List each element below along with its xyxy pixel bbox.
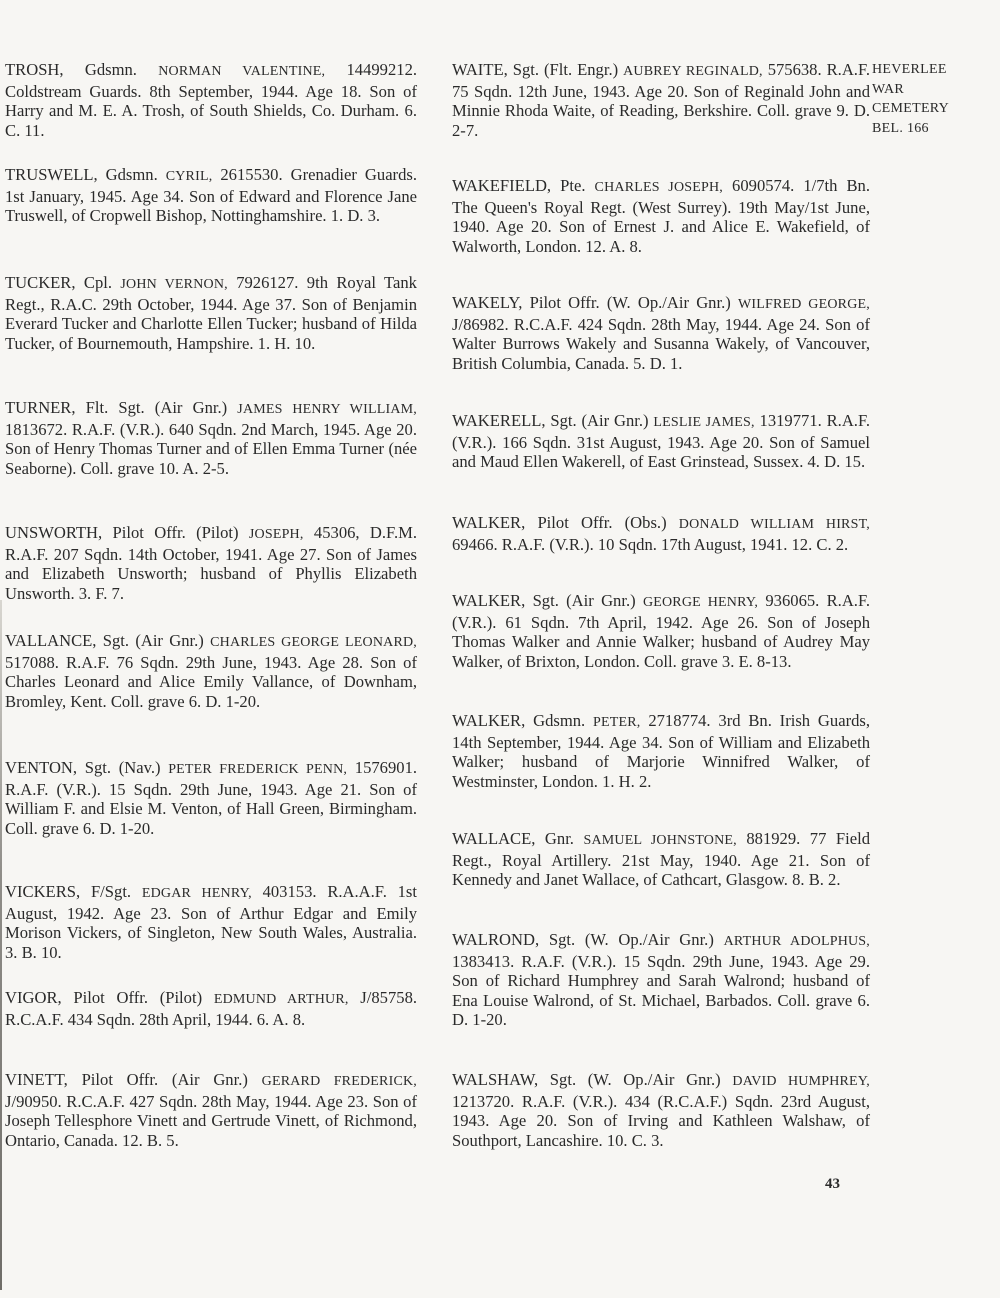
register-entry — [5, 398, 417, 478]
entry-rank: Sgt. (Air Gnr.) — [96, 631, 211, 650]
entry-forenames: PETER, — [593, 715, 641, 730]
entry-surname: WALLACE, — [452, 829, 536, 848]
entry-surname: TUCKER, — [5, 273, 76, 292]
entry-details: 45306, D.F.M. R.A.F. 207 Sqdn. 14th October, 1941. Age 27. Son of James and Elizabeth Unsworth; husband of Phyllis Elizabeth Unsworth. 3. F. 7. — [5, 523, 418, 603]
register-entry — [452, 411, 870, 472]
entry-surname: TRUSWELL, — [5, 165, 98, 184]
entry-rank: Gdsmn. — [525, 711, 594, 730]
page-number: 43 — [825, 1176, 840, 1192]
entry-forenames: CHARLES GEORGE LEONARD, — [210, 635, 417, 650]
entry-surname: WALSHAW, — [452, 1070, 539, 1089]
register-entry — [5, 758, 417, 838]
entry-surname: WAKEFIELD, — [452, 176, 552, 195]
register-entry — [5, 523, 417, 603]
entry-surname: VICKERS, — [5, 882, 81, 901]
entry-rank: Sgt. (Flt. Engr.) — [507, 60, 624, 79]
entry-surname: WALKER, — [452, 513, 526, 532]
register-entry — [5, 273, 417, 353]
entry-details: 7926127. 9th Royal Tank Regt., R.A.C. 29th October, 1944. Age 37. Son of Benjamin Everard Tucker and Charlotte Ellen Tucker; husband of Hilda Tucker, of Bournemouth, Hampshire. 1. H. 10. — [5, 273, 417, 353]
entry-forenames: CYRIL, — [165, 169, 213, 184]
entry-forenames: AUBREY REGINALD, — [623, 64, 763, 79]
cemetery-note-line: CEMETERY — [872, 101, 950, 117]
entry-rank: Sgt. (W. Op./Air Gnr.) — [538, 1070, 733, 1089]
entry-details: 1319771. R.A.F. (V.R.). 166 Sqdn. 31st August, 1943. Age 20. Son of Samuel and Maud Ellen Wakerell, of East Grinstead, Sussex. 4. D. 15. — [452, 411, 870, 472]
entry-rank: Pilot Offr. (Air Gnr.) — [67, 1070, 262, 1089]
entry-details: 1576901. R.A.F. (V.R.). 15 Sqdn. 29th June, 1943. Age 21. Son of William F. and Elsie M. Venton, of Hall Green, Birmingham. Coll. grave 6. D. 1-20. — [5, 758, 418, 838]
entry-details: 2615530. Grenadier Guards. 1st January, 1945. Age 34. Son of Edward and Florence Jane Truswell, of Cropwell Bishop, Nottinghamshire. 1. D. 3. — [5, 165, 417, 226]
entry-surname: UNSWORTH, — [5, 523, 103, 542]
entry-surname: WAKERELL, — [452, 411, 546, 430]
entry-surname: WALROND, — [452, 930, 540, 949]
entry-surname: WALKER, — [452, 591, 526, 610]
register-entry — [5, 988, 417, 1029]
entry-details: 69466. R.A.F. (V.R.). 10 Sqdn. 17th August, 1941. 12. C. 2. — [452, 534, 849, 554]
entry-details: 14499212. Coldstream Guards. 8th September, 1944. Age 18. Son of Harry and M. E. A. Trosh, of South Shields, Co. Durham. 6. C. 11. — [5, 60, 418, 140]
register-entry — [452, 60, 870, 140]
entry-details: J/90950. R.C.A.F. 427 Sqdn. 28th May, 1944. Age 23. Son of Joseph Tellesphore Vinett and Gertrude Vinett, of Richmond, Ontario, Canada. 12. B. 5. — [5, 1091, 417, 1150]
entry-forenames: DAVID HUMPHREY, — [732, 1074, 871, 1089]
entry-rank: Gdsmn. — [97, 165, 166, 184]
entry-details: 403153. R.A.A.F. 1st August, 1942. Age 23. Son of Arthur Edgar and Emily Morison Vickers, of Singleton, New South Wales, Australia. 3. B. 10. — [5, 882, 418, 962]
entry-rank: Pilot Offr. (Pilot) — [61, 988, 214, 1007]
entry-surname: VIGOR, — [5, 988, 62, 1007]
register-entry — [5, 165, 417, 226]
register-entry — [452, 293, 870, 373]
entry-forenames: DONALD WILLIAM HIRST, — [678, 517, 870, 532]
entry-rank: Gdsmn. — [63, 60, 159, 79]
page-spine-shadow — [0, 600, 2, 1290]
entry-rank: Pte. — [551, 176, 595, 195]
entry-details: 881929. 77 Field Regt., Royal Artillery. 21st May, 1940. Age 21. Son of Kennedy and Janet Wallace, of Cathcart, Glasgow. 8. B. 2. — [452, 829, 870, 890]
cemetery-note-line: BEL. 166 — [872, 120, 929, 136]
entry-forenames: JOHN VERNON, — [120, 277, 228, 292]
entry-surname: WAKELY, — [452, 293, 523, 312]
entry-details: 2718774. 3rd Bn. Irish Guards, 14th September, 1944. Age 34. Son of William and Elizabeth Walker; husband of Marjorie Winnifred Walker, of Westminster, London. 1. H. 2. — [452, 711, 871, 791]
register-entry — [452, 1070, 870, 1150]
cemetery-side-note — [872, 60, 998, 138]
entry-rank: Pilot Offr. (Obs.) — [525, 513, 679, 532]
entry-surname: VALLANCE, — [5, 631, 97, 650]
register-entry — [5, 60, 417, 140]
register-entry — [452, 591, 870, 671]
entry-surname: WALKER, — [452, 711, 526, 730]
register-entry — [5, 1070, 417, 1150]
entry-forenames: EDGAR HENRY, — [141, 886, 252, 901]
entry-rank: Sgt. (Air Gnr.) — [545, 411, 654, 430]
entry-rank: Cpl. — [75, 273, 121, 292]
entry-forenames: ARTHUR ADOLPHUS, — [723, 934, 870, 949]
entry-rank: Pilot Offr. (W. Op./Air Gnr.) — [522, 293, 738, 312]
entry-rank: Sgt. (W. Op./Air Gnr.) — [539, 930, 724, 949]
entry-surname: VENTON, — [5, 758, 78, 777]
register-entry — [5, 882, 417, 962]
entry-forenames: GEORGE HENRY, — [642, 595, 759, 610]
entry-rank: Sgt. (Air Gnr.) — [525, 591, 643, 610]
register-entry — [452, 930, 870, 1030]
entry-rank: Pilot Offr. (Pilot) — [102, 523, 249, 542]
entry-details: 575638. R.A.F. 75 Sqdn. 12th June, 1943. Age 20. Son of Reginald John and Minnie Rhoda Waite, of Reading, Berkshire. Coll. grave 9. D. 2-7. — [452, 60, 870, 140]
entry-forenames: LESLIE JAMES, — [653, 415, 755, 430]
register-entry — [5, 631, 417, 711]
entry-forenames: SAMUEL JOHNSTONE, — [583, 833, 737, 848]
entry-forenames: NORMAN VALENTINE, — [158, 64, 326, 79]
entry-rank: F/Sgt. — [80, 882, 142, 901]
entry-surname: WAITE, — [452, 60, 508, 79]
entry-forenames: PETER FREDERICK PENN, — [168, 762, 348, 777]
entry-details: J/85758. R.C.A.F. 434 Sqdn. 28th April, 1944. 6. A. 8. — [5, 988, 418, 1029]
entry-details: 1813672. R.A.F. (V.R.). 640 Sqdn. 2nd March, 1945. Age 20. Son of Henry Thomas Turner and of Ellen Emma Turner (née Seaborne). Coll. grave 10. A. 2-5. — [5, 419, 417, 478]
entry-forenames: EDMUND ARTHUR, — [213, 992, 349, 1007]
entry-details: J/86982. R.C.A.F. 424 Sqdn. 28th May, 1944. Age 24. Son of Walter Burrows Wakely and Susanna Wakely, of Vancouver, British Columbia, Canada. 5. D. 1. — [452, 314, 870, 373]
entry-surname: TROSH, — [5, 60, 64, 79]
entry-details: 936065. R.A.F. (V.R.). 61 Sqdn. 7th April, 1942. Age 26. Son of Joseph Thomas Walker and Annie Walker; husband of Audrey May Walker, of Brixton, London. Coll. grave 3. E. 8-13. — [452, 591, 870, 671]
entry-forenames: JOSEPH, — [248, 527, 304, 542]
register-entry — [452, 176, 870, 256]
entry-rank: Flt. Sgt. (Air Gnr.) — [75, 398, 238, 417]
entry-surname: VINETT, — [5, 1070, 68, 1089]
entry-forenames: GERARD FREDERICK, — [261, 1074, 417, 1089]
register-entry — [452, 711, 870, 791]
entry-surname: TURNER, — [5, 398, 76, 417]
entry-details: 1213720. R.A.F. (V.R.). 434 (R.C.A.F.) Sqdn. 23rd August, 1943. Age 20. Son of Irving and Kathleen Walshaw, of Southport, Lancashire. 10. C. 3. — [452, 1091, 870, 1150]
entry-forenames: WILFRED GEORGE, — [737, 297, 870, 312]
register-entry — [452, 513, 870, 554]
entry-forenames: CHARLES JOSEPH, — [594, 180, 724, 195]
entry-details: 6090574. 1/7th Bn. The Queen's Royal Regt. (West Surrey). 19th May/1st June, 1940. Age 20. Son of Ernest J. and Alice E. Wakefield, of Walworth, London. 12. A. 8. — [452, 176, 870, 256]
cemetery-note-line: HEVERLEE — [872, 62, 947, 77]
entry-rank: Gnr. — [535, 829, 584, 848]
register-entry — [452, 829, 870, 890]
entry-rank: Sgt. (Nav.) — [77, 758, 169, 777]
cemetery-note-line: WAR — [872, 81, 905, 97]
entry-forenames: JAMES HENRY WILLIAM, — [237, 402, 417, 417]
entry-details: 517088. R.A.F. 76 Sqdn. 29th June, 1943. Age 28. Son of Charles Leonard and Alice Emily Vallance, of Downham, Bromley, Kent. Coll. grave 6. D. 1-20. — [5, 652, 417, 711]
entry-details: 1383413. R.A.F. (V.R.). 15 Sqdn. 29th June, 1943. Age 29. Son of Richard Humphrey and Sarah Walrond; husband of Ena Louise Walrond, of St. Michael, Barbados. Coll. grave 6. D. 1-20. — [452, 951, 870, 1030]
